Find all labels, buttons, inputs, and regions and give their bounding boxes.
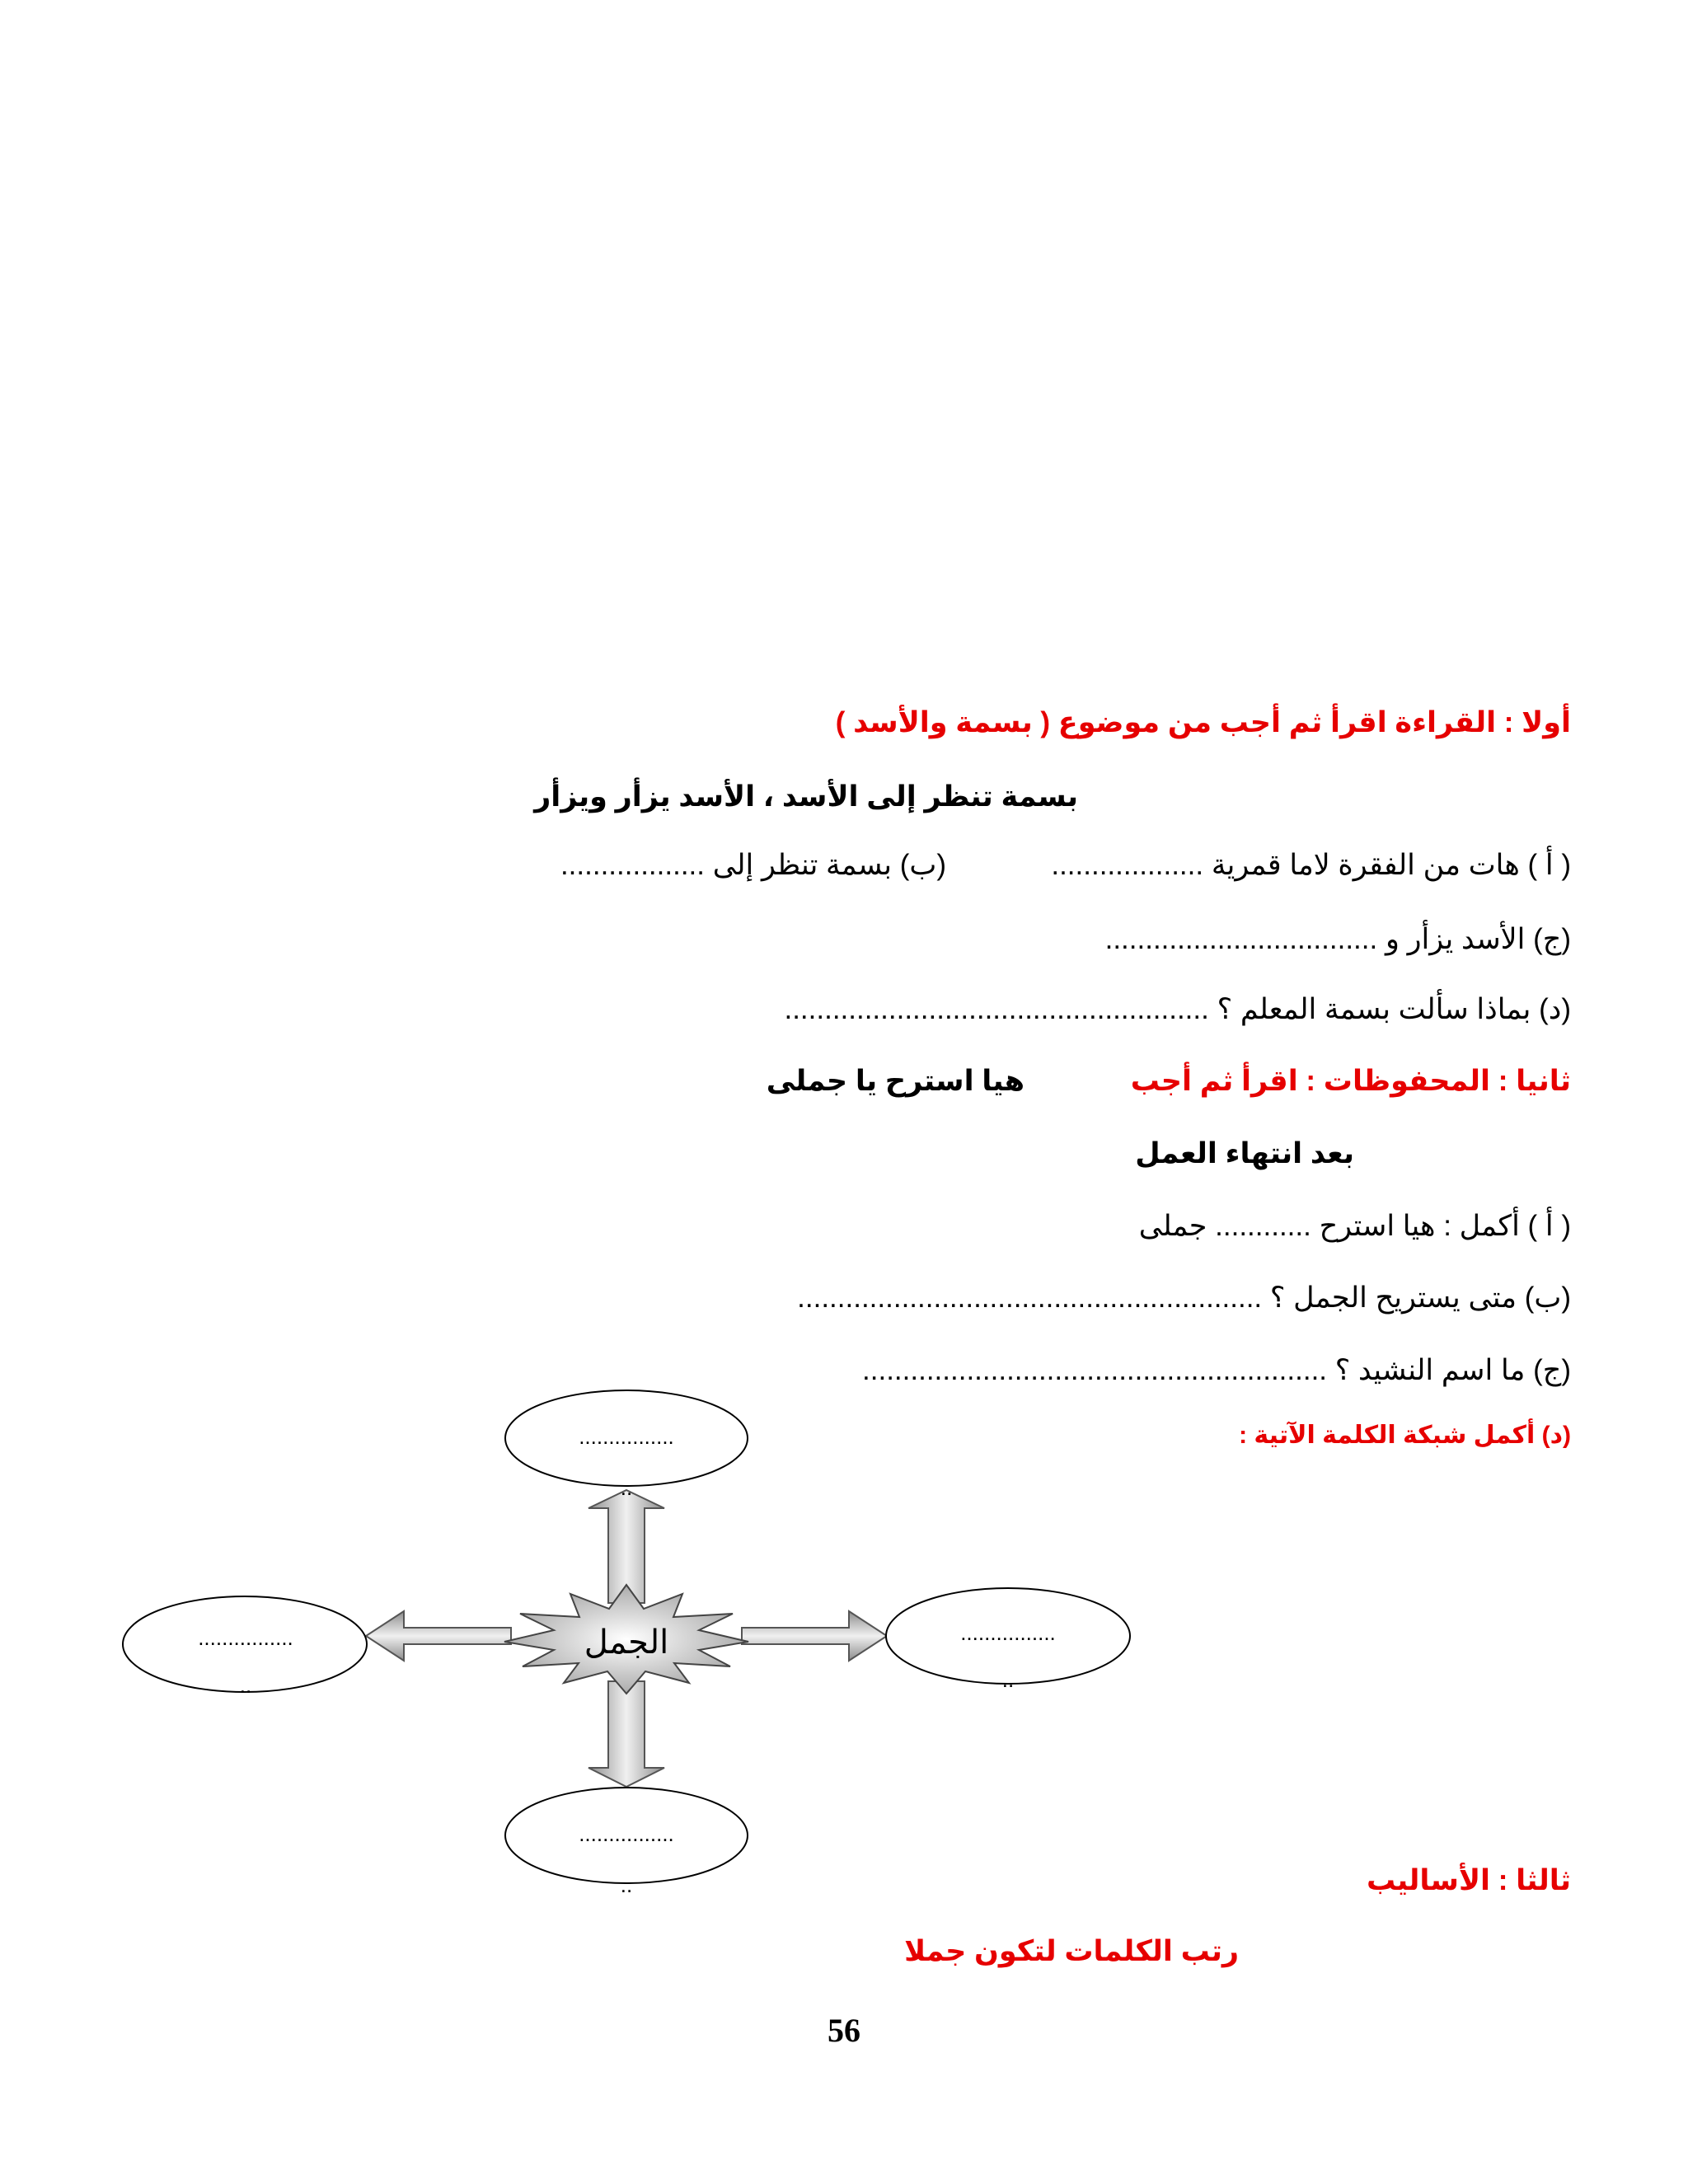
section1-title: أولا : القراءة اقرأ ثم أجب من موضوع ( بسمة والأسد ) (835, 706, 1571, 738)
oval-right-blank-2: .. (1001, 1667, 1015, 1692)
poem-verse: بعد انتهاء العمل (1135, 1137, 1354, 1169)
oval-bottom-blank-2: .. (620, 1872, 633, 1897)
section2-title: ثانيا : المحفوظات : اقرأ ثم أجب (1130, 1065, 1571, 1097)
arrow-right (742, 1611, 887, 1661)
oval-left-blank-1: ................ (198, 1625, 293, 1650)
question-1a: ( أ ) هات من الفقرة لاما قمرية ................... (1051, 849, 1571, 881)
reading-passage: بسمة تنظر إلى الأسد ، الأسد يزأر ويزأر (534, 780, 1078, 813)
arrow-left (366, 1611, 511, 1661)
oval-right-blank-1: ................ (960, 1620, 1056, 1645)
arrow-down (588, 1681, 664, 1787)
question-2d: (د) أكمل شبكة الكلمة الآتية : (1239, 1422, 1571, 1449)
oval-left-blank-2: .. (239, 1673, 252, 1698)
question-2b: (ب) متى يستريح الجمل ؟ .......................................................... (797, 1282, 1571, 1314)
question-1d: (د) بماذا سألت بسمة المعلم ؟ ..................................................... (784, 993, 1571, 1025)
question-2a: ( أ ) أكمل : هيا استرح ............ جملى (1138, 1210, 1571, 1242)
page-number: 56 (828, 2012, 860, 2049)
section3-instruction: رتب الكلمات لتكون جملا (904, 1935, 1239, 1967)
question-1b: (ب) بسمة تنظر إلى .................. (560, 849, 946, 881)
poem-title: هيا استرح يا جملى (766, 1065, 1025, 1097)
question-2c: (ج) ما اسم النشيد ؟ .......................................................... (862, 1354, 1571, 1386)
question-1c: (ج) الأسد يزأر و .................................. (1104, 923, 1571, 955)
oval-top-blank-2: .. (620, 1475, 633, 1500)
oval-top-blank-1: ................ (579, 1424, 674, 1449)
section3-title: ثالثا : الأساليب (1366, 1864, 1571, 1896)
oval-bottom-blank-1: ................ (579, 1821, 674, 1846)
center-word: الجمل (584, 1624, 669, 1661)
